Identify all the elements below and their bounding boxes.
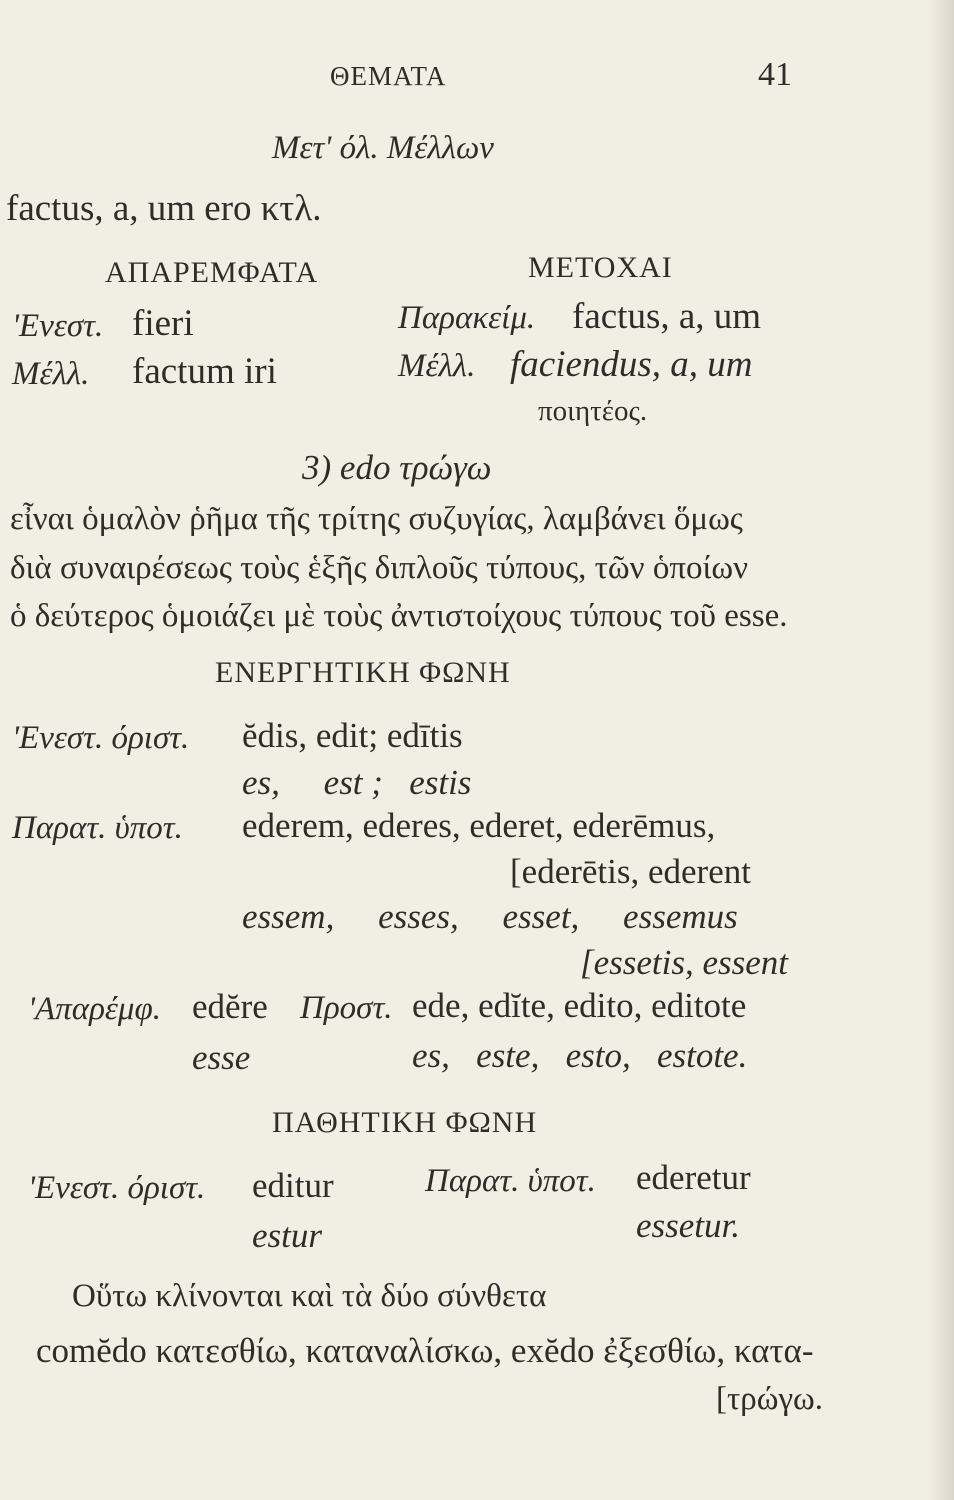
participle-perfect-label: Παρακείμ. — [398, 300, 536, 336]
active-present-forms: ĕdis, edit; edītis — [242, 716, 463, 755]
running-title: ΘΕΜΑΤΑ — [330, 61, 447, 91]
passive-imperfect-label: Παρατ. ὑποτ. — [425, 1163, 596, 1199]
infinitives-heading: ΑΠΑΡΕΜΦΑΤΑ — [105, 256, 319, 289]
active-voice-heading: ΕΝΕΡΓΗΤΙΚΗ ΦΩΝΗ — [215, 656, 511, 689]
compounds-intro: Οὕτω κλίνονται καὶ τὰ δύο σύνθετα — [72, 1278, 547, 1314]
page-edge-shadow — [928, 0, 954, 1500]
active-present-label: 'Ενεστ. όριστ. — [12, 720, 190, 756]
active-present-alt: es, est ; estis — [242, 763, 472, 802]
section-3-line-2: διὰ συναιρέσεως τοὺς ἑξῆς διπλοῦς τύπους, τῶν ὁποίων — [10, 550, 749, 586]
infinitive-future-value: factum iri — [132, 351, 277, 392]
passive-voice-heading: ΠΑΘΗΤΙΚΗ ΦΩΝΗ — [272, 1106, 538, 1139]
participle-future-value: faciendus, a, um — [510, 344, 753, 385]
participle-future-label: Μέλλ. — [398, 348, 476, 384]
future-perfect-heading: Μετ' όλ. Μέλλων — [272, 130, 494, 166]
passive-present-alt: estur — [252, 1216, 322, 1255]
section-3-heading: 3) edo τρώγω — [302, 448, 492, 487]
compounds-line-cont: [τρώγω. — [716, 1381, 823, 1417]
passive-imperfect-alt: essetur. — [636, 1206, 741, 1245]
participle-perfect-value: factus, a, um — [572, 296, 762, 337]
active-imperfect-alt: essem, esses, esset, essemus — [242, 897, 738, 936]
infinitive-present-value: fieri — [132, 303, 194, 344]
passive-imperfect-value: ederetur — [636, 1158, 751, 1197]
active-imperfect-label: Παρατ. ὑποτ. — [12, 810, 183, 846]
passive-present-label: 'Ενεστ. όριστ. — [28, 1170, 206, 1206]
infinitive-present-label: 'Ενεστ. — [12, 308, 104, 344]
active-imperative-forms: ede, edĭte, edito, editote — [412, 986, 747, 1025]
section-3-line-1: εἶναι ὁμαλὸν ῥῆμα τῆς τρίτης συζυγίας, λαμβάνει ὅμως — [10, 501, 743, 537]
infinitive-future-label: Μέλλ. — [12, 356, 90, 392]
active-infinitive-label: 'Απαρέμφ. — [28, 991, 161, 1027]
participles-heading: ΜΕΤΟΧΑΙ — [528, 251, 673, 284]
active-imperfect-alt-cont: [essetis, essent — [580, 943, 789, 982]
active-imperfect-forms-cont: [ederētis, ederent — [510, 852, 751, 891]
active-imperfect-forms: ederem, ederes, ederet, ederēmus, — [242, 806, 716, 845]
section-3-line-3: ὁ δεύτερος ὁμοιάζει μὲ τοὺς ἀντιστοίχους τύπους τοῦ esse. — [10, 598, 788, 634]
passive-present-value: editur — [252, 1166, 334, 1205]
page-number: 41 — [758, 56, 792, 93]
future-perfect-line: factus, a, um ero κτλ. — [6, 188, 322, 229]
participle-future-gloss: ποιητέος. — [538, 395, 648, 427]
active-infinitive-alt: esse — [192, 1038, 251, 1077]
compounds-line: comĕdo κατεσθίω, καταναλίσκω, exĕdo ἐξεσθίω, κατα- — [36, 1331, 814, 1370]
active-imperative-label: Προστ. — [300, 990, 393, 1026]
active-infinitive-value: edĕre — [192, 987, 268, 1026]
active-imperative-alt: es, este, esto, estote. — [412, 1036, 748, 1075]
